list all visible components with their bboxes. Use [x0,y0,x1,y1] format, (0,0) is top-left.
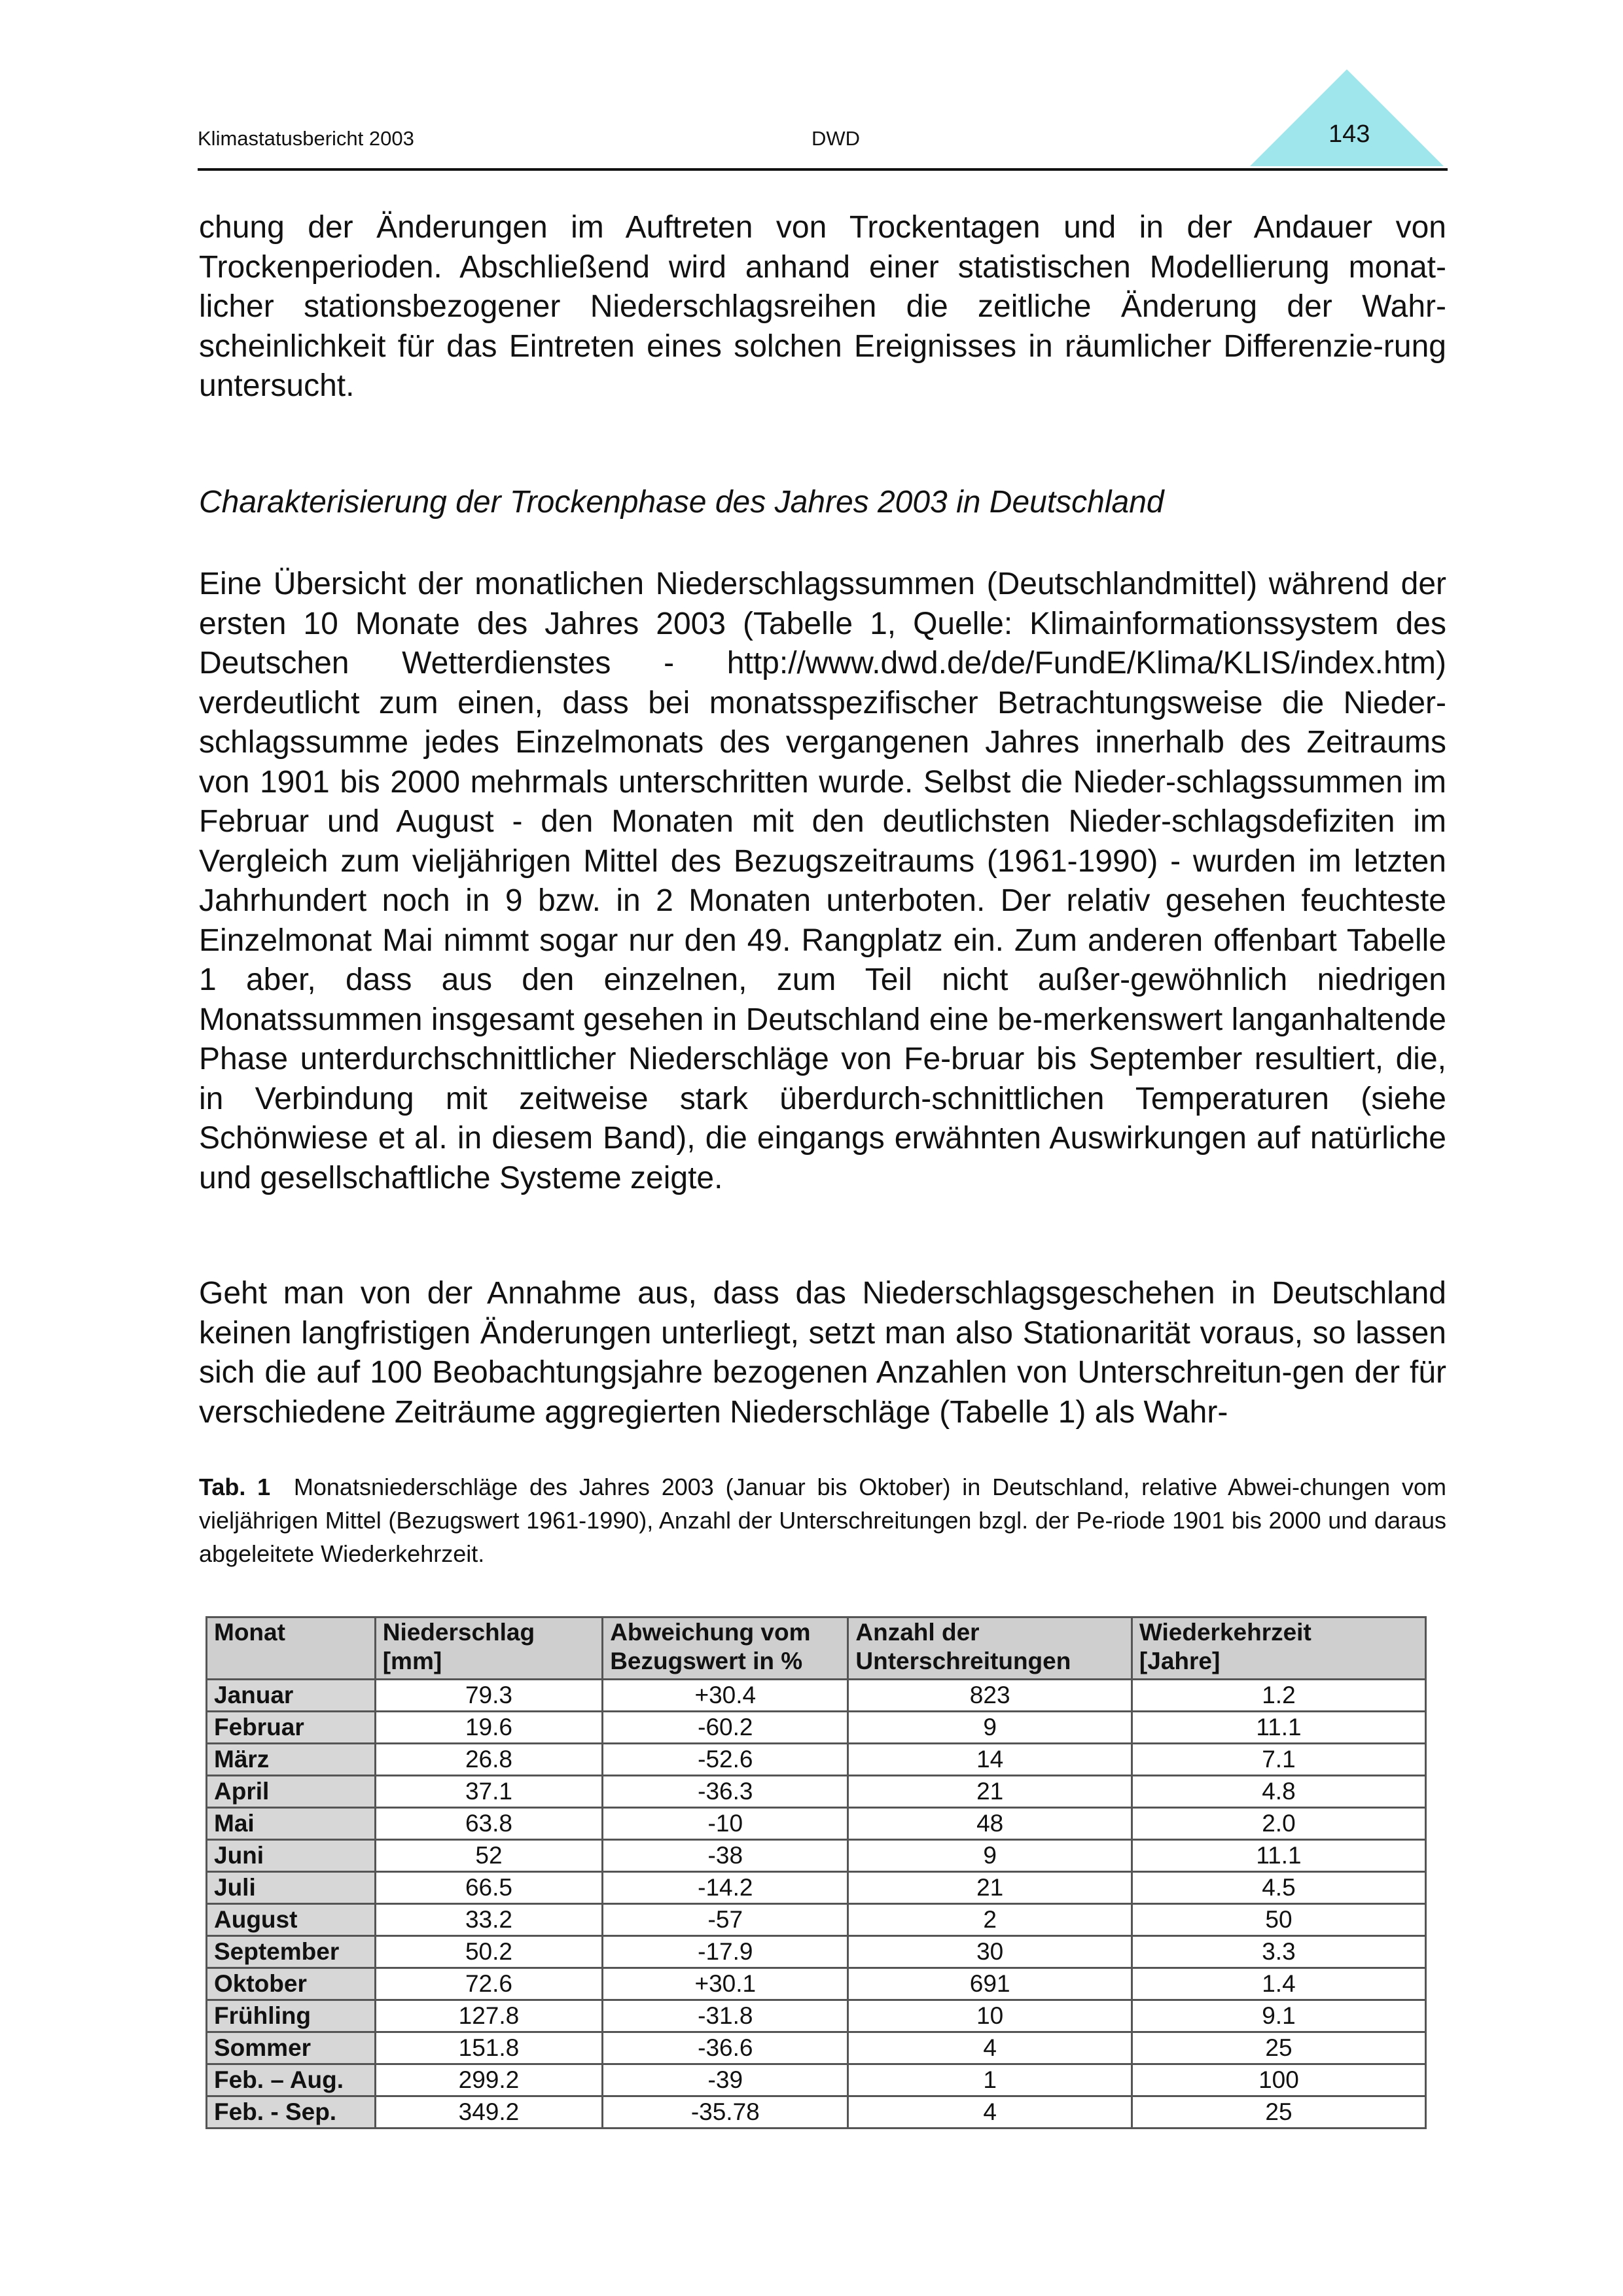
month-cell: Mai [207,1808,376,1840]
month-cell: Juli [207,1872,376,1904]
header-line: Niederschlag [382,1619,535,1646]
undershoot-count-cell: 4 [848,2096,1132,2128]
header-line: Wiederkehrzeit [1139,1619,1311,1646]
month-cell: April [207,1776,376,1808]
undershoot-count-cell: 4 [848,2032,1132,2064]
page-corner-triangle [1250,69,1444,166]
report-title: Klimastatusbericht 2003 [198,127,414,150]
return-period-cell: 11.1 [1132,1712,1425,1744]
deviation-cell: -57 [603,1904,848,1936]
precipitation-cell: 127.8 [375,2000,602,2032]
precipitation-table-container [205,1616,1427,2129]
return-period-cell: 7.1 [1132,1744,1425,1776]
return-period-cell: 2.0 [1132,1808,1425,1840]
precipitation-cell: 37.1 [375,1776,602,1808]
month-cell: Feb. – Aug. [207,2064,376,2096]
header-cell-undershoot-count [848,1617,1132,1680]
undershoot-count-cell: 9 [848,1712,1132,1744]
table-row [207,1808,1426,1840]
undershoot-count-cell: 48 [848,1808,1132,1840]
month-cell: Februar [207,1712,376,1744]
header-line: Monat [214,1619,285,1646]
return-period-cell: 4.5 [1132,1872,1425,1904]
header-cell-precipitation [375,1617,602,1680]
header-line: Bezugswert in % [610,1648,803,1674]
header-cell-month [207,1617,376,1680]
table-row [207,1968,1426,2000]
undershoot-count-cell: 691 [848,1968,1132,2000]
table-row [207,1936,1426,1968]
header-rule [198,168,1448,171]
deviation-cell: +30.1 [603,1968,848,2000]
return-period-cell: 11.1 [1132,1840,1425,1872]
return-period-cell: 1.4 [1132,1968,1425,2000]
precipitation-cell: 151.8 [375,2032,602,2064]
precipitation-cell: 299.2 [375,2064,602,2096]
undershoot-count-cell: 2 [848,1904,1132,1936]
deviation-cell: -52.6 [603,1744,848,1776]
table-row [207,1776,1426,1808]
month-cell: September [207,1936,376,1968]
return-period-cell: 50 [1132,1904,1425,1936]
table-caption-text: Monatsniederschläge des Jahres 2003 (Januar bis Oktober) in Deutschland, relative Abwei-chungen vom vieljährigen Mittel (Bezugswert 1961-1990), Anzahl der Unterschreitungen bzgl. der Pe-riode 1901 bis 2000 und daraus abgeleitete Wiederkehrzeit. [199,1474,1447,1567]
undershoot-count-cell: 21 [848,1872,1132,1904]
undershoot-count-cell: 1 [848,2064,1132,2096]
header-line: [Jahre] [1139,1648,1221,1674]
table-row [207,1840,1426,1872]
table-row [207,1872,1426,1904]
undershoot-count-cell: 9 [848,1840,1132,1872]
body-paragraph-1: chung der Änderungen im Auftreten von Trockentagen und in der Andauer von Trockenperioden. Abschließend wird anhand einer statistischen Modellierung monat-licher stationsbezogener Niederschlagsreihen die zeitliche Änderung der Wahr-scheinlichkeit für das Eintreten eines solchen Ereignisses in räumlicher Differenzie-rung untersucht. [199,210,1446,403]
precipitation-table [205,1616,1427,2129]
precipitation-cell: 33.2 [375,1904,602,1936]
deviation-cell: -38 [603,1840,848,1872]
return-period-cell: 25 [1132,2032,1425,2064]
return-period-cell: 9.1 [1132,2000,1425,2032]
month-cell: Oktober [207,1968,376,2000]
deviation-cell: +30.4 [603,1680,848,1712]
table-body [207,1680,1426,2128]
table-row [207,2064,1426,2096]
body-paragraph-3: Geht man von der Annahme aus, dass das Niederschlagsgeschehen in Deutschland keinen langfristigen Änderungen unterliegt, setzt man also Stationarität voraus, so lassen sich die auf 100 Beobachtungsjahre bezogenen Anzahlen von Unterschreitun-gen der für verschiedene Zeiträume aggregierten Niederschläge (Tabelle 1) als Wahr- [199,1276,1446,1430]
table-row [207,1680,1426,1712]
return-period-cell: 1.2 [1132,1680,1425,1712]
page-header [198,120,1448,171]
header-line: Abweichung vom [610,1619,811,1646]
table-row [207,1712,1426,1744]
month-cell: Januar [207,1680,376,1712]
deviation-cell: -31.8 [603,2000,848,2032]
month-cell: Frühling [207,2000,376,2032]
publisher-label: DWD [812,127,861,150]
return-period-cell: 3.3 [1132,1936,1425,1968]
table-row [207,1904,1426,1936]
month-cell: Sommer [207,2032,376,2064]
header-cell-deviation [603,1617,848,1680]
precipitation-cell: 63.8 [375,1808,602,1840]
precipitation-cell: 52 [375,1840,602,1872]
precipitation-cell: 19.6 [375,1712,602,1744]
precipitation-cell: 72.6 [375,1968,602,2000]
deviation-cell: -60.2 [603,1712,848,1744]
header-line: [mm] [382,1648,442,1674]
month-cell: Feb. - Sep. [207,2096,376,2128]
undershoot-count-cell: 10 [848,2000,1132,2032]
deviation-cell: -36.3 [603,1776,848,1808]
table-header-row [207,1617,1426,1680]
table-caption-label: Tab. 1 [199,1474,271,1500]
undershoot-count-cell: 30 [848,1936,1132,1968]
deviation-cell: -36.6 [603,2032,848,2064]
month-cell: März [207,1744,376,1776]
deviation-cell: -14.2 [603,1872,848,1904]
return-period-cell: 25 [1132,2096,1425,2128]
table-row [207,2032,1426,2064]
undershoot-count-cell: 14 [848,1744,1132,1776]
deviation-cell: -17.9 [603,1936,848,1968]
precipitation-cell: 26.8 [375,1744,602,1776]
undershoot-count-cell: 21 [848,1776,1132,1808]
header-line: Unterschreitungen [855,1648,1071,1674]
precipitation-cell: 349.2 [375,2096,602,2128]
section-heading: Charakterisierung der Trockenphase des Jahres 2003 in Deutschland [199,485,1164,520]
header-cell-return-period [1132,1617,1425,1680]
table-row [207,1744,1426,1776]
precipitation-cell: 66.5 [375,1872,602,1904]
month-cell: Juni [207,1840,376,1872]
month-cell: August [207,1904,376,1936]
precipitation-cell: 79.3 [375,1680,602,1712]
deviation-cell: -10 [603,1808,848,1840]
table-caption [199,1470,1446,1570]
body-paragraph-2: Eine Übersicht der monatlichen Niederschlagssummen (Deutschlandmittel) während der ersten 10 Monate des Jahres 2003 (Tabelle 1, Quelle: Klimainformationssystem des Deutschen Wetterdienstes - http://www.dwd.de/de/FundE/Klima/KLIS/index.htm) verdeutlicht zum einen, dass bei monatsspezifischer Betrachtungsweise die Nieder-schlagssumme jedes Einzelmonats des vergangenen Jahres innerhalb des Zeitraums von 1901 bis 2000 mehrmals unterschritten wurde. Selbst die Nieder-schlagssummen im Februar und August - den Monaten mit den deutlichsten Nieder-schlagsdefiziten im Vergleich zum vieljährigen Mittel des Bezugszeitraums (1961-1990) - wurden im letzten Jahrhundert noch in 9 bzw. in 2 Monaten unterboten. Der relativ gesehen feuchteste Einzelmonat Mai nimmt sogar nur den 49. Rangplatz ein. Zum anderen offenbart Tabelle 1 aber, dass aus den einzelnen, zum Teil nicht außer-gewöhnlich niedrigen Monatssummen insgesamt gesehen in Deutschland eine be-merkenswert langanhaltende Phase unterdurchschnittlicher Niederschläge von Fe-bruar bis September resultiert, die, in Verbindung mit zeitweise stark überdurch-schnittlichen Temperaturen (siehe Schönwiese et al. in diesem Band), die eingangs erwähnten Auswirkungen auf natürliche und gesellschaftliche Systeme zeigte. [199,567,1446,1195]
deviation-cell: -35.78 [603,2096,848,2128]
return-period-cell: 100 [1132,2064,1425,2096]
table-row [207,2096,1426,2128]
page-number: 143 [1329,120,1370,148]
undershoot-count-cell: 823 [848,1680,1132,1712]
precipitation-cell: 50.2 [375,1936,602,1968]
header-line: Anzahl der [855,1619,980,1646]
deviation-cell: -39 [603,2064,848,2096]
return-period-cell: 4.8 [1132,1776,1425,1808]
table-row [207,2000,1426,2032]
